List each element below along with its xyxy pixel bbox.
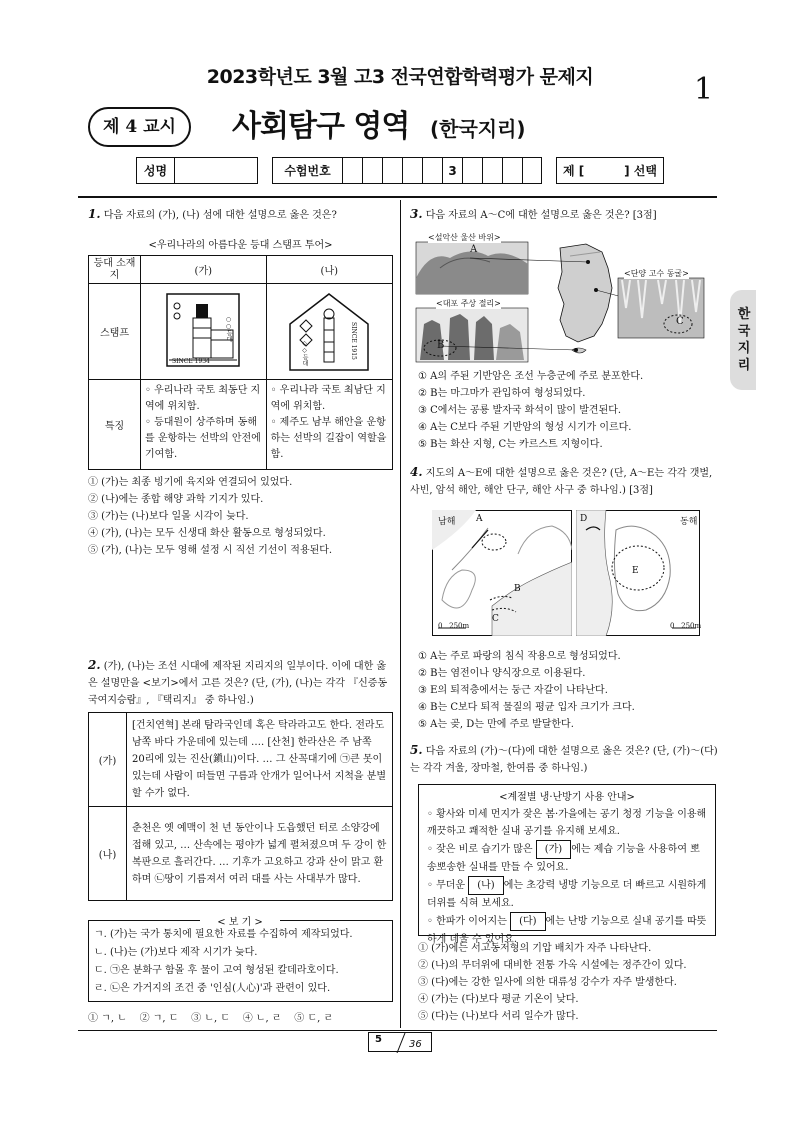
q5-option-2[interactable]: ② (나)의 무더위에 대비한 전통 가옥 시설에는 정주간이 있다. [418,960,687,971]
q4-label-east-sea: 동해 [680,517,698,527]
column-divider [400,200,401,1028]
q3-label-seorak: <설악산 울산 바위> [428,233,501,242]
q2-text-b: 춘천은 옛 예맥이 천 년 동안이나 도읍했던 터로 소양강에 접해 있고, … 산속에는 평야가 넓게 펼쳐졌으며 두 강이 한복판으로 흘러간다. … 기후가 고요하고 강과 산이 맑고 환하며 ㉡땅이 기름져서 여러 대를 사는 사대부가 많다. [127,807,393,901]
q4-letter-d: D [580,514,588,524]
q1-stem [88,206,393,224]
q5-item-4-post: 에는 난방 기능으로 실내 공기를 따뜻하게 데울 수 있어요. [427,916,707,945]
q5-item-3 [427,876,707,912]
q3-letter-b: B [437,340,445,351]
q2-number: 2. [88,658,101,672]
exam-number-box [272,157,542,184]
q1-option-4[interactable]: ④ (가), (나)는 모두 신생대 화산 활동으로 형성되었다. [88,528,326,539]
elective-field[interactable] [557,158,663,183]
q4-letter-e: E [632,566,639,576]
q3-option-3[interactable]: ③ C에서는 공룡 발자국 화석이 많이 발견된다. [418,405,622,416]
q3-number: 3. [410,207,423,221]
stamp-a-since: SINCE 1934 [172,358,210,365]
q1-feature-b [266,380,392,470]
q3-option-5[interactable]: ⑤ B는 화산 지형, C는 카르스트 지형이다. [418,439,603,450]
q4-options [418,648,718,733]
q1-stamp-b-cell [266,284,392,380]
q2-bogi-4: ㄹ. ㉡은 가거지의 조건 중 '인심(人心)'과 관련이 있다. [94,983,331,994]
page-counter [368,1032,432,1052]
q4-letter-a: A [476,514,483,524]
q4-letter-c: C [492,614,499,624]
exam-number-label: 수험번호 [273,158,343,183]
exam-digit[interactable] [343,158,363,183]
q5-marker-da: (다) [510,912,545,931]
q2-answer-options[interactable]: ① ㄱ, ㄴ ② ㄱ, ㄷ ③ ㄴ, ㄷ ④ ㄴ, ㄹ ⑤ ㄷ, ㄹ [88,1013,334,1024]
q5-notice-box [418,784,716,945]
q4-scale-2: 0 250m [670,622,702,630]
q4-option-5[interactable]: ⑤ A는 곶, D는 만에 주로 발달한다. [418,719,574,730]
q4-stem-text: 지도의 A～E에 대한 설명으로 옳은 것은? (단, A～E는 각각 갯벌, 사빈, 암석 해안, 해안 단구, 해안 사구 중 하나임.) [3점] [410,468,713,496]
q5-option-4[interactable]: ④ (가)는 (다)보다 평균 기온이 낮다. [418,994,579,1005]
q2-label-b: (나) [89,807,127,901]
q4-map-south [432,510,572,636]
name-field[interactable] [175,158,257,183]
q5-stem [410,742,718,777]
q3-letter-a: A [470,244,478,255]
q2-passages [88,712,393,901]
q2-bogi-title: < 보 기 > [200,913,280,928]
q4-option-2[interactable]: ② B는 염전이나 양식장으로 이용된다. [418,668,586,679]
q3-option-2[interactable]: ② B는 마그마가 관입하여 형성되었다. [418,388,586,399]
q1-row-stamp: 스탬프 [89,284,141,380]
q1-option-2[interactable]: ② (나)에는 종합 해양 과학 기지가 있다. [88,494,264,505]
q5-option-1[interactable]: ① (가)에는 서고동저형의 기압 배치가 자주 나타난다. [418,943,652,954]
name-label: 성명 [137,158,175,183]
q5-option-5[interactable]: ⑤ (다)는 (나)보다 서리 일수가 많다. [418,1011,579,1022]
q1-option-5[interactable]: ⑤ (가), (나)는 모두 영해 설정 시 직선 기선이 적용된다. [88,545,333,556]
q5-item-2-post: 에는 제습 기능을 사용하여 뽀송뽀송한 실내를 만들 수 있어요. [427,844,700,873]
elective-suffix: ] 선택 [624,164,657,178]
exam-digit[interactable] [483,158,503,183]
q2-text-a: [건치연혁] 본래 탐라국인데 혹은 탁라라고도 한다. 전라도 남쪽 바다 가운데에 있는데 …. [산천] 한라산은 주 남쪽 20리에 있는 진산(鎭山)이다. … 그 산꼭대기에 ㉠큰 못이 있는데 사람이 떠들면 구름과 안개가 일어나서 지척을 분별할 수가 없다. [127,713,393,807]
page-number: 1 [694,72,714,107]
q1-option-1[interactable]: ① (가)는 최종 빙기에 육지와 연결되어 있었다. [88,477,293,488]
stamp-a-label: ○○등대 [225,316,232,342]
q1-option-3[interactable]: ③ (가)는 (나)보다 일몰 시각이 늦다. [88,511,249,522]
q4-letter-b: B [514,584,521,594]
period-badge: 제 4 교시 [88,107,191,147]
stamp-b-since: SINCE 1915 [350,322,357,360]
q1-number: 1. [88,207,101,221]
name-box [136,157,258,184]
subject-title: 사회탐구 영역 [232,109,410,144]
q2-label-a: (가) [89,713,127,807]
exam-digit-fixed: 3 [443,158,463,183]
q3-option-4[interactable]: ④ A는 C보다 주된 기반암의 형성 시기가 이르다. [418,422,632,433]
q5-item-4-pre: ◦ 한파가 이어지는 [427,916,511,927]
q3-stem-text: 다음 자료의 A～C에 대한 설명으로 옳은 것은? [3점] [425,210,657,221]
q4-scale-1: 0 250m [438,622,470,630]
q3-label-gosu: <단양 고수 동굴> [624,269,689,278]
q2-stem-text: (가), (나)는 조선 시대에 제작된 지리지의 일부이다. 이에 대한 옳은 설명만을 <보기>에서 고른 것은? (단, (가), (나)는 각각 『신증동국여지승람』, 『택리지』 중 하나임.) [88,661,388,706]
q1-feature-b-1: ◦ 우리나라 국토 최남단 지역에 위치함. [270,385,386,412]
q5-options [418,940,718,1025]
q5-number: 5. [410,743,423,757]
q3-options [418,368,718,453]
q2-bogi-3: ㄷ. ㉠은 분화구 함몰 후 물이 고여 형성된 칼데라호이다. [94,965,339,976]
q3-letter-c: C [676,316,684,327]
q5-item-3-post: 에는 초강력 냉방 기능으로 더 빠르고 시원하게 더위를 식혀 보세요. [427,880,707,909]
q3-figure [410,228,710,364]
q4-label-south-sea: 남해 [438,517,456,527]
q4-stem [410,464,718,499]
q5-stem-text: 다음 자료의 (가)～(다)에 대한 설명으로 옳은 것은? (단, (가)～(다)는 각각 겨울, 장마철, 한여름 중 하나임.) [410,746,718,774]
q3-label-daepo: <대포 주상 절리> [436,299,501,308]
elective-box [556,157,664,184]
q5-item-1 [427,806,707,840]
q3-option-1[interactable]: ① A의 주된 기반암은 조선 누층군에 주로 분포한다. [418,371,644,382]
subject-subtitle: (한국지리) [430,117,526,141]
q5-option-3[interactable]: ③ (다)에는 강한 일사에 의한 대류성 강수가 자주 발생한다. [418,977,677,988]
exam-digit[interactable] [383,158,403,183]
q4-number: 4. [410,465,423,479]
page-total: 36 [409,1039,422,1050]
q4-option-4[interactable]: ④ B는 C보다 퇴적 물질의 평균 입자 크기가 크다. [418,702,635,713]
q5-item-3-pre: ◦ 무더운 [427,880,469,891]
exam-digit[interactable] [403,158,423,183]
q3-stem [410,206,720,224]
exam-digit[interactable] [463,158,483,183]
q4-option-1[interactable]: ① A는 주로 파랑의 침식 작용으로 형성되었다. [418,651,621,662]
q1-table [88,255,393,470]
exam-digit[interactable] [503,158,523,183]
elective-prefix: 제 [ [563,164,585,178]
exam-digit[interactable] [423,158,443,183]
q1-header-a: (가) [141,256,267,284]
q2-bogi-1: ㄱ. (가)는 국가 통치에 필요한 자료를 수집하여 제작되었다. [94,929,353,940]
q1-stamp-a-cell [141,284,267,380]
q1-row-feature: 특징 [89,380,141,470]
exam-digit[interactable] [523,158,541,183]
q1-feature-a-2: ◦ 등대원이 상주하며 동해를 운항하는 선박의 안전에 기여함. [145,417,261,460]
q1-header-location: 등대 소재지 [89,256,141,284]
stamp-b-label: ◇◇등대 [301,340,308,366]
footer-rule [78,1030,717,1031]
subject-side-tab-label: 한국지리 [737,307,751,373]
q5-marker-na: (나) [468,876,503,895]
q1-caption: <우리나라의 아름다운 등대 스탬프 투어> [148,240,333,251]
q2-bogi-2: ㄴ. (나)는 (가)보다 제작 시기가 늦다. [94,947,258,958]
header-rule [78,196,717,198]
q5-marker-ga: (가) [536,840,571,859]
q1-stem-text: 다음 자료의 (가), (나) 섬에 대한 설명으로 옳은 것은? [103,210,337,221]
page-current: 5 [375,1034,382,1045]
q1-feature-a-1: ◦ 우리나라 국토 최동단 지역에 위치함. [145,385,261,412]
q2-bogi-list [94,926,390,998]
q5-box-title: <계절별 냉·난방기 사용 안내> [499,792,635,803]
exam-title: 2023학년도 3월 고3 전국연합학력평가 문제지 [206,66,594,88]
exam-digit[interactable] [363,158,383,183]
q1-options [88,474,393,559]
q1-feature-a [141,380,267,470]
q2-stem [88,657,393,709]
q5-item-2-pre: ◦ 잦은 비로 습기가 많은 [427,844,536,855]
q4-option-3[interactable]: ③ E의 퇴적층에서는 둥근 자갈이 나타난다. [418,685,608,696]
q5-item-2 [427,840,707,876]
q5-item-1-text: ◦ 황사와 미세 먼지가 잦은 봄·가을에는 공기 청정 기능을 이용해 깨끗하고 쾌적한 실내 공기를 유지해 보세요. [427,809,707,837]
q1-feature-b-2: ◦ 제주도 남부 해안을 운항하는 선박의 길잡이 역할을 함. [270,417,387,460]
q1-header-b: (나) [266,256,392,284]
